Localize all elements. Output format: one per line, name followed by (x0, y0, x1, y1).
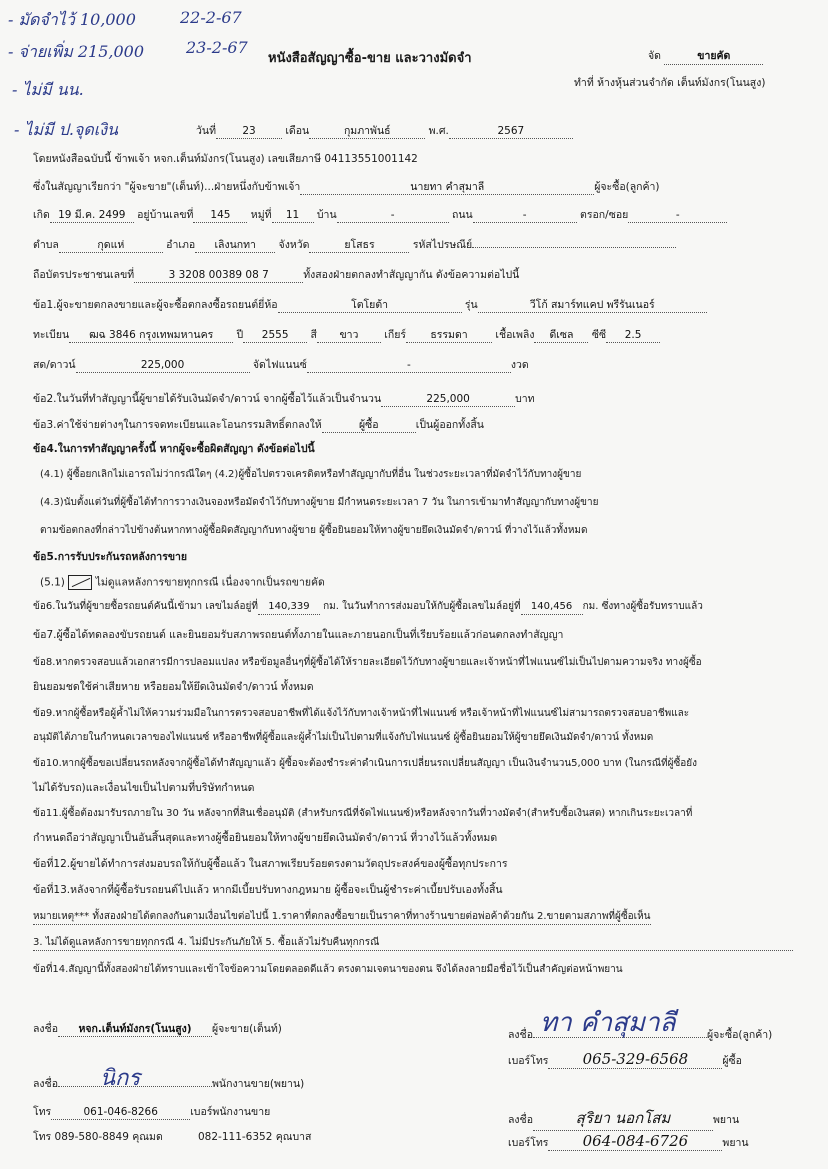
staff-tel: โทร 061-046-8266 เบอร์พนักงานขาย (33, 1106, 271, 1118)
remark-line2: 3. ไม่ได้ดูแลหลังการขายทุกกรณี 4. ไม่มีประกันภัยให้ 5. ซื้อแล้วไม่รับคืนทุกกรณี (33, 936, 793, 951)
clause11-line2: กำหนดถือว่าสัญญาเป็นอันสิ้นสุดและทางผู้ซื้อยินยอมให้ทางผู้ขายยึดเงินมัดจำ/ดาวน์ ที่วางไว้แล้วทั้งหมด (33, 832, 498, 844)
place-text: ทำที่ ห้างหุ้นส่วนจำกัด เต็นท์มังกร(โนนสูง) (574, 77, 766, 89)
clause9-line2: อนุมัติได้ภายในกำหนดเวลาของไฟแนนซ์ หรืออาชีพที่ผู้ซื้อและผู้ค้ำไม่เป็นไปตามที่แจ้งกับไฟแนนซ์ ผู้ซื้อยินยอมให้ผู้ขายยึดเงินมัดจำ/ดาวน์ ทั้งหมด (33, 732, 654, 743)
note-deposit-date: 22-2-67 (180, 8, 242, 27)
district-line: ตำบล กุดแห่ อำเภอ เลิงนกทา จังหวัด ยโสธร รหัสไปรษณีย์ (33, 238, 676, 253)
clause4-1: (4.1) ผู้ซื้อยกเลิกไม่เอารถไม่ว่ากรณีใดๆ (4.2)ผู้ซื้อไปตรวจเครดิตหรือทำสัญญากับที่อื่น ในช่วงระยะเวลาที่มัดจำไว้กับทางผู้ขาย (40, 469, 582, 480)
seller-line: โดยหนังสือฉบับนี้ ข้าพเจ้า หจก.เต็นท์มังกร(โนนสูง) เลขเสียภาษี 04113551001142 (33, 153, 418, 165)
date-line: วันที่ 23 เดือน กุมภาพันธ์ พ.ศ. 2567 (196, 124, 573, 139)
note-extra-date: 23-2-67 (186, 38, 248, 57)
clause10-line: ข้อ10.หากผู้ซื้อขอเปลี่ยนรถหลังจากผู้ซื้อได้ทำสัญญาแล้ว ผู้ซื้อจะต้องชำระค่าดำเนินการเปลี่ยนรถเปลี่ยนสัญญา เป็นเงินจำนวน5,000 บาท (ในกรณีที่ผู้ซื้อยัง (33, 758, 698, 769)
clause4-3b: ตามข้อตกลงที่กล่าวไปข้างต้นหากทางผู้ซื้อผิดสัญญากับทางผู้ขาย ผู้ซื้อยินยอมให้ทางผู้ขายยึดเงินมัดจำ/ดาวน์ ที่วางไว้แล้วทั้งหมด (40, 525, 588, 536)
note-deposit: - มัดจำไว้ 10,000 (8, 10, 136, 29)
clause11-line: ข้อ11.ผู้ซื้อต้องมารับรถภายใน 30 วัน หลังจากที่สินเชื่ออนุมัติ (สำหรับกรณีที่จัดไฟแนนซ์)หรือหลังจากวันที่วางมัดจำ(สำหรับซื้อเงินสด) หากเกินระยะเวลาที่ (33, 808, 693, 819)
note-no-insp: - ไม่มี ป.จุดเงิน (14, 120, 118, 139)
clause1-line: ข้อ1.ผู้จะขายตกลงขายและผู้จะซื้อตกลงซื้อรถยนต์ยี่ห้อ โตโยต้า รุ่น วีโก้ สมาร์ทแคป พรีรันเนอร์ (33, 298, 707, 313)
note-no-staff: - ไม่มี นน. (12, 80, 84, 99)
clause2-line: ข้อ2.ในวันที่ทำสัญญานี้ผู้ขายได้รับเงินมัดจำ/ดาวน์ จากผู้ซื้อไว้แล้วเป็นจำนวน 225,000 บาท (33, 393, 535, 405)
witness-sign: ลงชื่อ สุริยา นอกโสม พยาน (508, 1106, 739, 1131)
clause10-line2: ไม่ได้รับรถ)และเงื่อนไขเป็นไปตามที่บริษัทกำหนด (33, 782, 255, 794)
clause7-line: ข้อ7.ผู้ซื้อได้ทดลองขับรถยนต์ และยินยอมรับสภาพรถยนต์ทั้งภายในและภายนอกเป็นที่เรียบร้อยแล้วก่อนตกลงทำสัญญา (33, 629, 564, 641)
footer-tel1: โทร 089-580-8849 คุณมด (33, 1131, 163, 1143)
witness-tel: เบอร์โทร 064-084-6726 พยาน (508, 1132, 749, 1150)
remark-line: หมายเหตุ*** ทั้งสองฝ่ายได้ตกลงกันตามเงื่อนไขต่อไปนี้ 1.ราคาที่ตกลงซื้อขายเป็นราคาที่ทางร้านขายต่อพ่อค้าด้วยกัน 2.ขายตามสภาพที่ผู้ซื้อเห็น (33, 910, 651, 925)
buyer-tel: เบอร์โทร 065-329-6568 ผู้ซื้อ (508, 1050, 742, 1068)
clause5-heading: ข้อ5.การรับประกันรถหลังการขาย (33, 551, 188, 563)
clause14-line: ข้อที่14.สัญญานี้ทั้งสองฝ่ายได้ทราบและเข้าใจข้อความโดยตลอดดีแล้ว ตรงตามเจตนาของตน จึงได้ลงลายมือชื่อไว้เป็นสำคัญต่อหน้าพยาน (33, 964, 623, 975)
clause4-heading: ข้อ4.ในการทำสัญญาครั้งนี้ หากผู้จะซื้อผิดสัญญา ดังข้อต่อไปนี้ (33, 443, 315, 455)
price-line: สด/ดาวน์ 225,000 จัดไฟแนนซ์ - งวด (33, 359, 529, 371)
clause6-line: ข้อ6.ในวันที่ผู้ขายซื้อรถยนต์คันนี้เข้ามา เลขไมล์อยู่ที่ 140,339 กม. ในวันทำการส่งมอบให้กับผู้ซื้อเลขไมล์อยู่ที่ 140,456 กม. ซึ่งทางผู้ซื้อรับทราบแล้ว (33, 600, 703, 615)
buyer-line: ซึ่งในสัญญาเรียกว่า "ผู้จะขาย"(เต็นท์)...ฝ่ายหนึ่งกับข้าพเจ้า นายทา คำสุมาลี ผู้จะซื้อ(ลูกค้า) (33, 181, 660, 193)
clause3-line: ข้อ3.ค่าใช้จ่ายต่างๆในการจดทะเบียนและโอนกรรมสิทธิ์ตกลงให้ ผู้ซื้อ เป็นผู้ออกทั้งสิ้น (33, 419, 484, 431)
checkbox-marked (68, 575, 92, 590)
note-extra: - จ่ายเพิ่ม 215,000 (8, 42, 145, 61)
jat-field: จัด ขายคัด (648, 47, 763, 65)
clause13-line: ข้อที่13.หลังจากที่ผู้ซื้อรับรถยนต์ไปแล้ว หากมีเบี้ยปรับทางกฎหมาย ผู้ซื้อจะเป็นผู้ชำระค่าเบี้ยปรับเองทั้งสิ้น (33, 884, 503, 896)
seller-sign: ลงชื่อ หจก.เต็นท์มังกร(โนนสูง) ผู้จะขาย(เต็นท์) (33, 1023, 282, 1035)
id-line: ถือบัตรประชาชนเลขที่ 3 3208 00389 08 7 ทั้งสองฝ่ายตกลงทำสัญญากัน ดังข้อความต่อไปนี้ (33, 269, 520, 281)
staff-sign: ลงชื่อ พนักงานขาย(พยาน) (33, 1078, 305, 1090)
address-line: เกิด 19 มี.ค. 2499 อยู่บ้านเลขที่ 145 หมู่ที่ 11 บ้าน - ถนน - ตรอก/ซอย - (33, 208, 727, 223)
document-title: หนังสือสัญญาซื้อ-ขาย และวางมัดจำ (268, 51, 472, 66)
clause9-line: ข้อ9.หากผู้ซื้อหรือผู้ค้ำไม่ให้ความร่วมมือในการตรวจสอบอาชีพที่ได้แจ้งไว้กับทางเจ้าหน้าที่ไฟแนนซ์ หรือเจ้าหน้าที่ไฟแนนซ์ไม่สามารถตรวจสอบอาชีพและ (33, 708, 690, 719)
clause8-line: ข้อ8.หากตรวจสอบแล้วเอกสารมีการปลอมแปลง หรือข้อมูลอื่นๆที่ผู้ซื้อได้ให้รายละเอียดไว้กับทางผู้ขายและเจ้าหน้าที่ไฟแนนซ์ไม่เป็นไปตามความจริง ทางผู้ซื้อ (33, 657, 702, 668)
vehicle-line: ทะเบียน ฒฉ 3846 กรุงเทพมหานคร ปี 2555 สี ขาว เกียร์ ธรรมดา เชื้อเพลิง ดีเซล ซีซี 2.5 (33, 328, 660, 343)
clause5-1: (5.1) ไม่ดูแลหลังการขายทุกกรณี เนื่องจากเป็นรถขายคัด (40, 576, 325, 589)
buyer-signature: ทา คำสุมาลี (540, 1008, 676, 1038)
staff-signature: นิกร (100, 1066, 141, 1091)
clause8-line2: ยินยอมชดใช้ค่าเสียหาย หรือยอมให้ยึดเงินมัดจำ/ดาวน์ ทั้งหมด (33, 681, 314, 693)
footer-tel2: 082-111-6352 คุณบาส (198, 1131, 312, 1143)
clause4-3: (4.3)นับตั้งแต่วันที่ผู้ซื้อได้ทำการวางเงินจองหรือมัดจำไว้กับทางผู้ขาย มีกำหนดระยะเวลา 7 วัน ในการเข้ามาทำสัญญากับทางผู้ขาย (40, 497, 599, 508)
clause12-line: ข้อที่12.ผู้ขายได้ทำการส่งมอบรถให้กับผู้ซื้อแล้ว ในสภาพเรียบร้อยตรงตามวัตถุประสงค์ของผู้ซื้อทุกประการ (33, 858, 508, 870)
buyer-sign: ลงชื่อ ผู้จะซื้อ(ลูกค้า) (508, 1029, 773, 1041)
